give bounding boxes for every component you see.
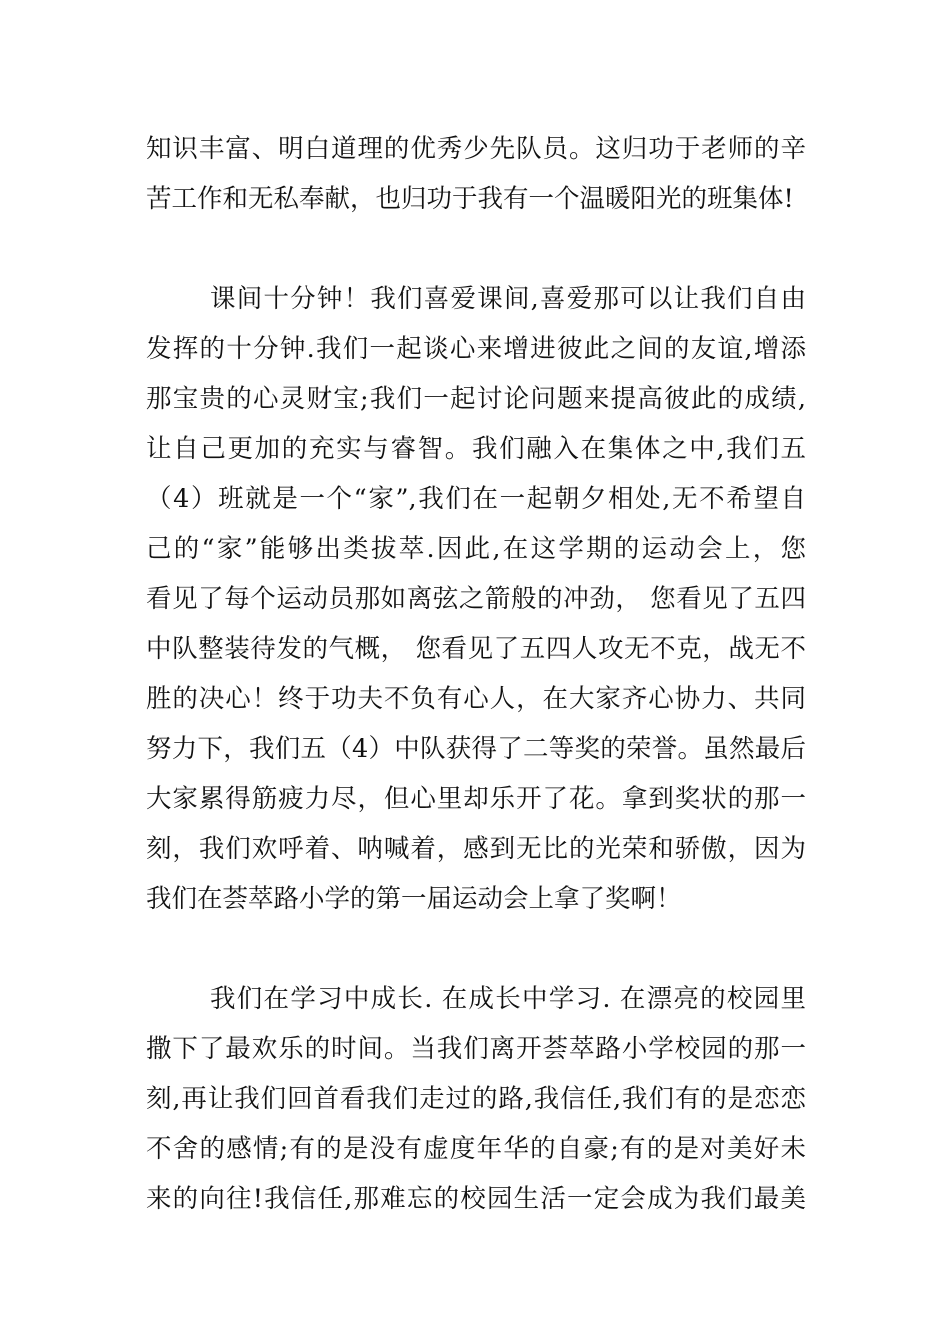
paragraph-3-line-4: 不舍的感情;有的是没有虚度年华的自豪;有的是对美好未 <box>146 1134 806 1164</box>
paragraph-2-line-10: 努力下，我们五（4）中队获得了二等奖的荣誉。虽然最后 <box>146 734 806 764</box>
paragraph-2-line-12: 刻，我们欢呼着、呐喊着，感到无比的光荣和骄傲，因为 <box>146 834 806 864</box>
paragraph-2-line-3: 那宝贵的心灵财宝;我们一起讨论问题来提高彼此的成绩, <box>146 384 806 414</box>
paragraph-3-line-3: 刻,再让我们回首看我们走过的路,我信任,我们有的是恋恋 <box>146 1084 806 1114</box>
paragraph-3-line-5: 来的向往!我信任,那难忘的校园生活一定会成为我们最美 <box>146 1184 806 1214</box>
paragraph-2-line-4: 让自己更加的充实与睿智。我们融入在集体之中,我们五 <box>146 434 806 464</box>
paragraph-3-line-2: 撒下了最欢乐的时间。当我们离开荟萃路小学校园的那一 <box>146 1034 806 1064</box>
paragraph-2-line-13: 我们在荟萃路小学的第一届运动会上拿了奖啊！ <box>146 884 682 914</box>
paragraph-2-line-7: 看见了每个运动员那如离弦之箭般的冲劲， 您看见了五四 <box>146 584 806 614</box>
paragraph-2-line-2: 发挥的十分钟.我们一起谈心来增进彼此之间的友谊,增添 <box>146 334 806 364</box>
paragraph-1-line-1: 知识丰富、明白道理的优秀少先队员。这归功于老师的辛 <box>146 134 806 164</box>
paragraph-2-line-8: 中队整装待发的气概， 您看见了五四人攻无不克，战无不 <box>146 634 806 664</box>
paragraph-2-line-1: 课间十分钟！我们喜爱课间,喜爱那可以让我们自由 <box>210 284 806 314</box>
paragraph-3-line-1: 我们在学习中成长. 在成长中学习. 在漂亮的校园里 <box>210 984 806 1014</box>
paragraph-2-line-11: 大家累得筋疲力尽，但心里却乐开了花。拿到奖状的那一 <box>146 784 806 814</box>
paragraph-2-line-5: （4）班就是一个“家”,我们在一起朝夕相处,无不希望自 <box>146 484 806 514</box>
paragraph-2-line-6: 己的“家”能够出类拔萃.因此,在这学期的运动会上，您 <box>146 534 806 564</box>
paragraph-1-line-2: 苦工作和无私奉献，也归功于我有一个温暖阳光的班集体! <box>146 184 794 214</box>
paragraph-2-line-9: 胜的决心！终于功夫不负有心人，在大家齐心协力、共同 <box>146 684 806 714</box>
